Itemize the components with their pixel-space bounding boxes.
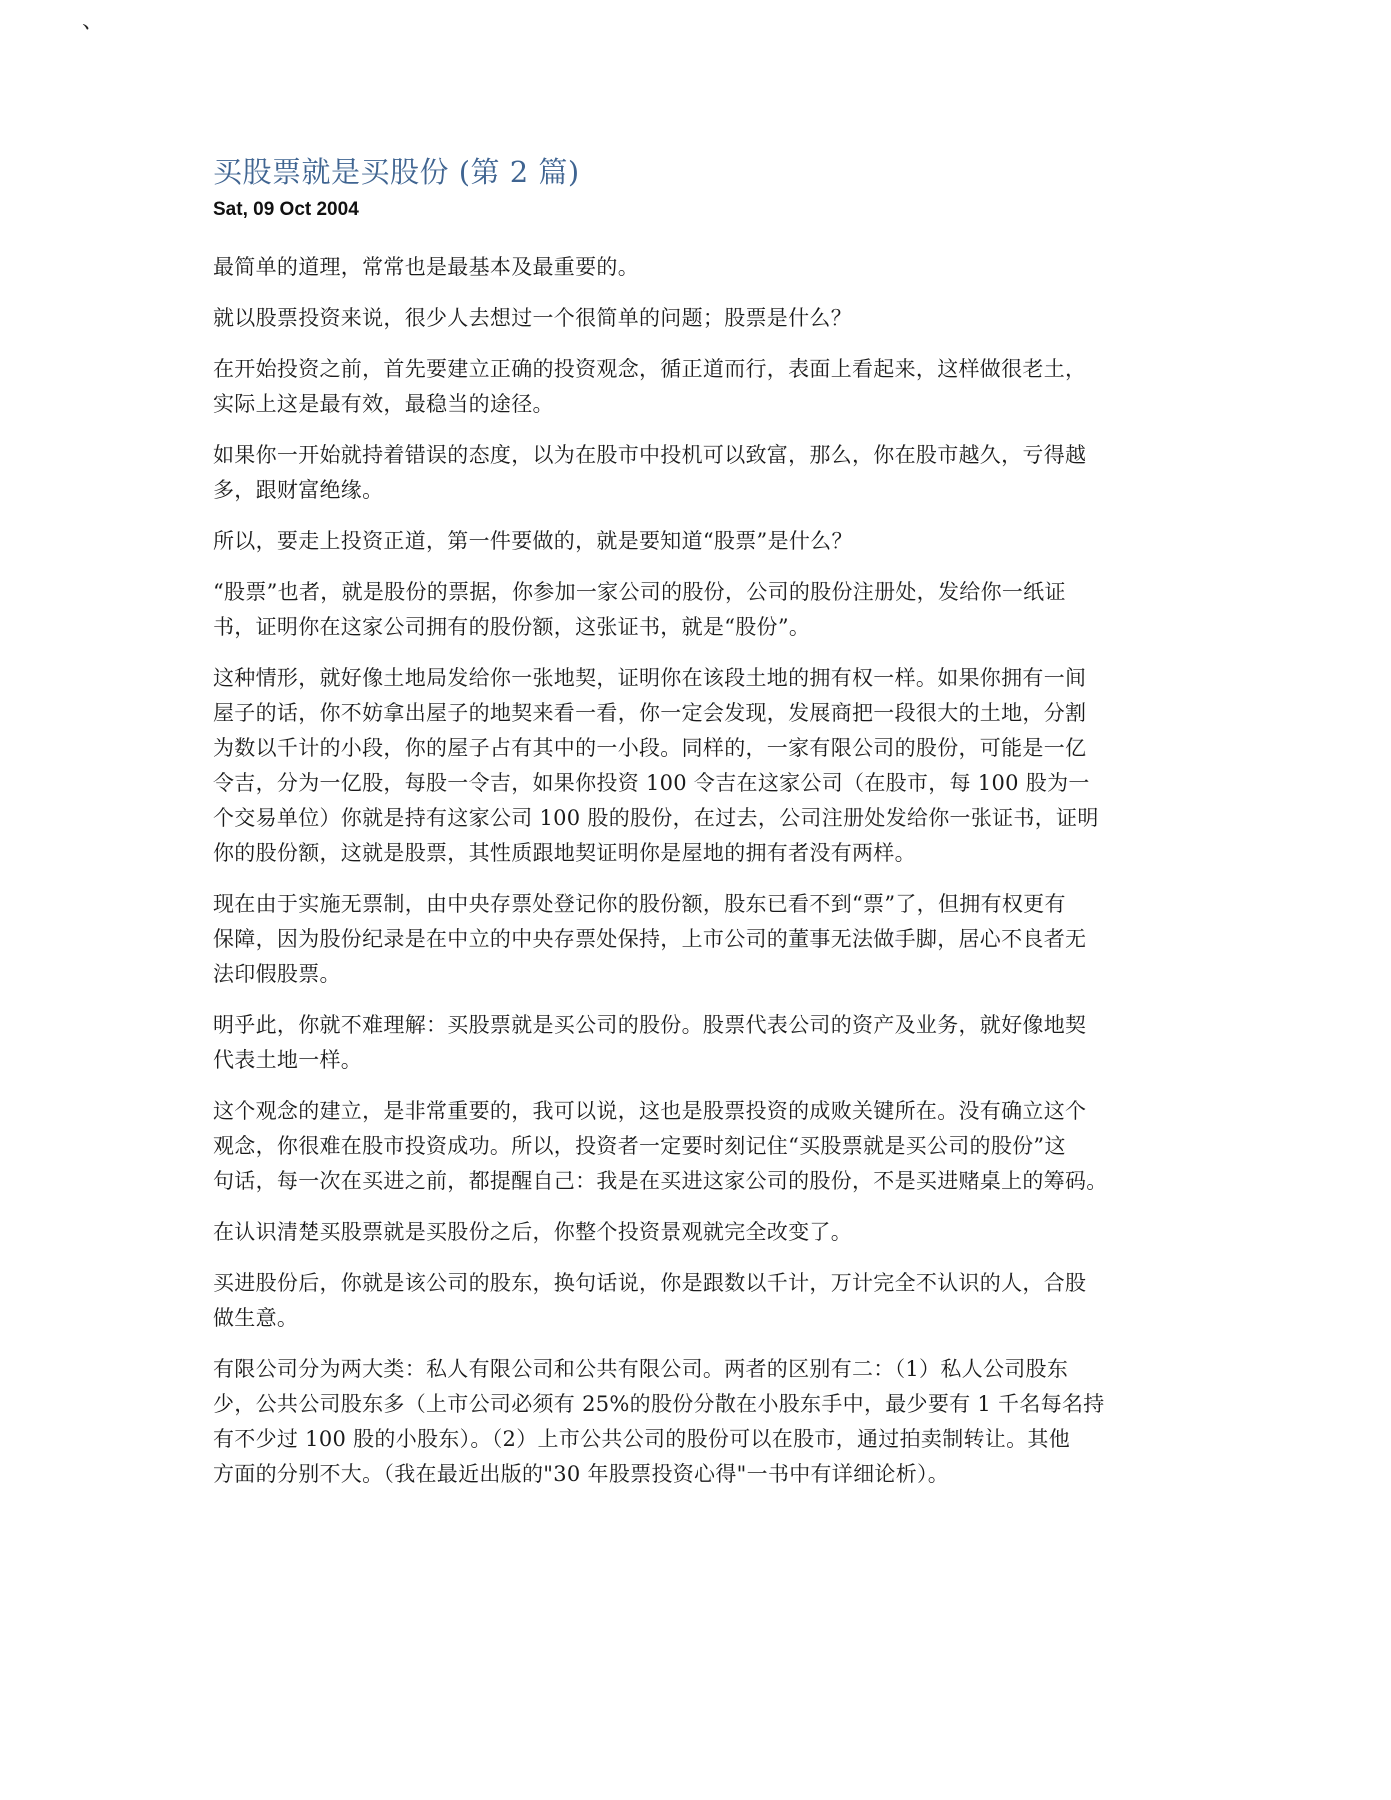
paragraph: 最简单的道理，常常也是最基本及最重要的。 [213, 255, 639, 279]
paragraph: 就以股票投资来说，很少人去想过一个很简单的问题；股票是什么？ [213, 306, 852, 330]
paragraph: “股票”也者，就是股份的票据，你参加一家公司的股份，公司的股份注册处，发给你一纸证 书，证明你在这家公司拥有的股份额，这张证书，就是“股份”。 [213, 580, 1066, 639]
paragraph: 买进股份后，你就是该公司的股东，换句话说，你是跟数以千计，万计完全不认识的人，合股 做生意。 [213, 1271, 1087, 1330]
article-date: Sat, 09 Oct 2004 [213, 199, 359, 220]
paragraph: 在开始投资之前，首先要建立正确的投资观念，循正道而行，表面上看起来，这样做很老土， 实际上这是最有效，最稳当的途径。 [213, 357, 1087, 416]
paragraph: 在认识清楚买股票就是买股份之后，你整个投资景观就完全改变了。 [213, 1220, 852, 1244]
article-body [213, 250, 1188, 1492]
paragraph: 这种情形，就好像土地局发给你一张地契，证明你在该段土地的拥有权一样。如果你拥有一间 屋子的话，你不妨拿出屋子的地契来看一看，你一定会发现，发展商把一段很大的土地，分割 为数以千计的小段，你的屋子占有其中的一小段。同样的，一家有限公司的股份，可能是一亿 令吉，分为一亿股，每股一令吉，如果你投资 100 令吉在这家公司（在股市，每 100 股为一 个交易单位）你就是持有这家公司 100 股的股份，在过去，公司注册处发给你一张证书，证明 你的股份额，这就是股票，其性质跟地契证明你是屋地的拥有者没有两样。 [213, 666, 1099, 865]
paragraph: 现在由于实施无票制，由中央存票处登记你的股份额，股东已看不到“票”了，但拥有权更有 保障，因为股份纪录是在中立的中央存票处保持，上市公司的董事无法做手脚，居心不良者无 法印假股票。 [213, 892, 1087, 986]
paragraph: 有限公司分为两大类：私人有限公司和公共有限公司。两者的区别有二：（1）私人公司股东 少，公共公司股东多（上市公司必须有 25%的股份分散在小股东手中，最少要有 1 千名每名持 有不少过 100 股的小股东）。（2）上市公共公司的股份可以在股市，通过拍卖制转让。其他 方面的分别不大。（我在最近出版的"30 年股票投资心得"一书中有详细论析）。 [213, 1357, 1105, 1486]
paragraph: 这个观念的建立，是非常重要的，我可以说，这也是股票投资的成败关键所在。没有确立这个 观念，你很难在股市投资成功。所以，投资者一定要时刻记住“买股票就是买公司的股份”这 句话，每一次在买进之前，都提醒自己：我是在买进这家公司的股份，不是买进赌桌上的筹码。 [213, 1099, 1108, 1193]
paragraph: 如果你一开始就持着错误的态度，以为在股市中投机可以致富，那么，你在股市越久，亏得越 多，跟财富绝缘。 [213, 443, 1087, 502]
article-title: 买股票就是买股份 (第 2 篇) [213, 155, 580, 189]
corner-mark: 、 [82, 9, 105, 34]
paragraph: 明乎此，你就不难理解：买股票就是买公司的股份。股票代表公司的资产及业务，就好像地契 代表土地一样。 [213, 1013, 1087, 1072]
paragraph: 所以，要走上投资正道，第一件要做的，就是要知道“股票”是什么？ [213, 529, 853, 553]
article [213, 150, 1188, 1508]
